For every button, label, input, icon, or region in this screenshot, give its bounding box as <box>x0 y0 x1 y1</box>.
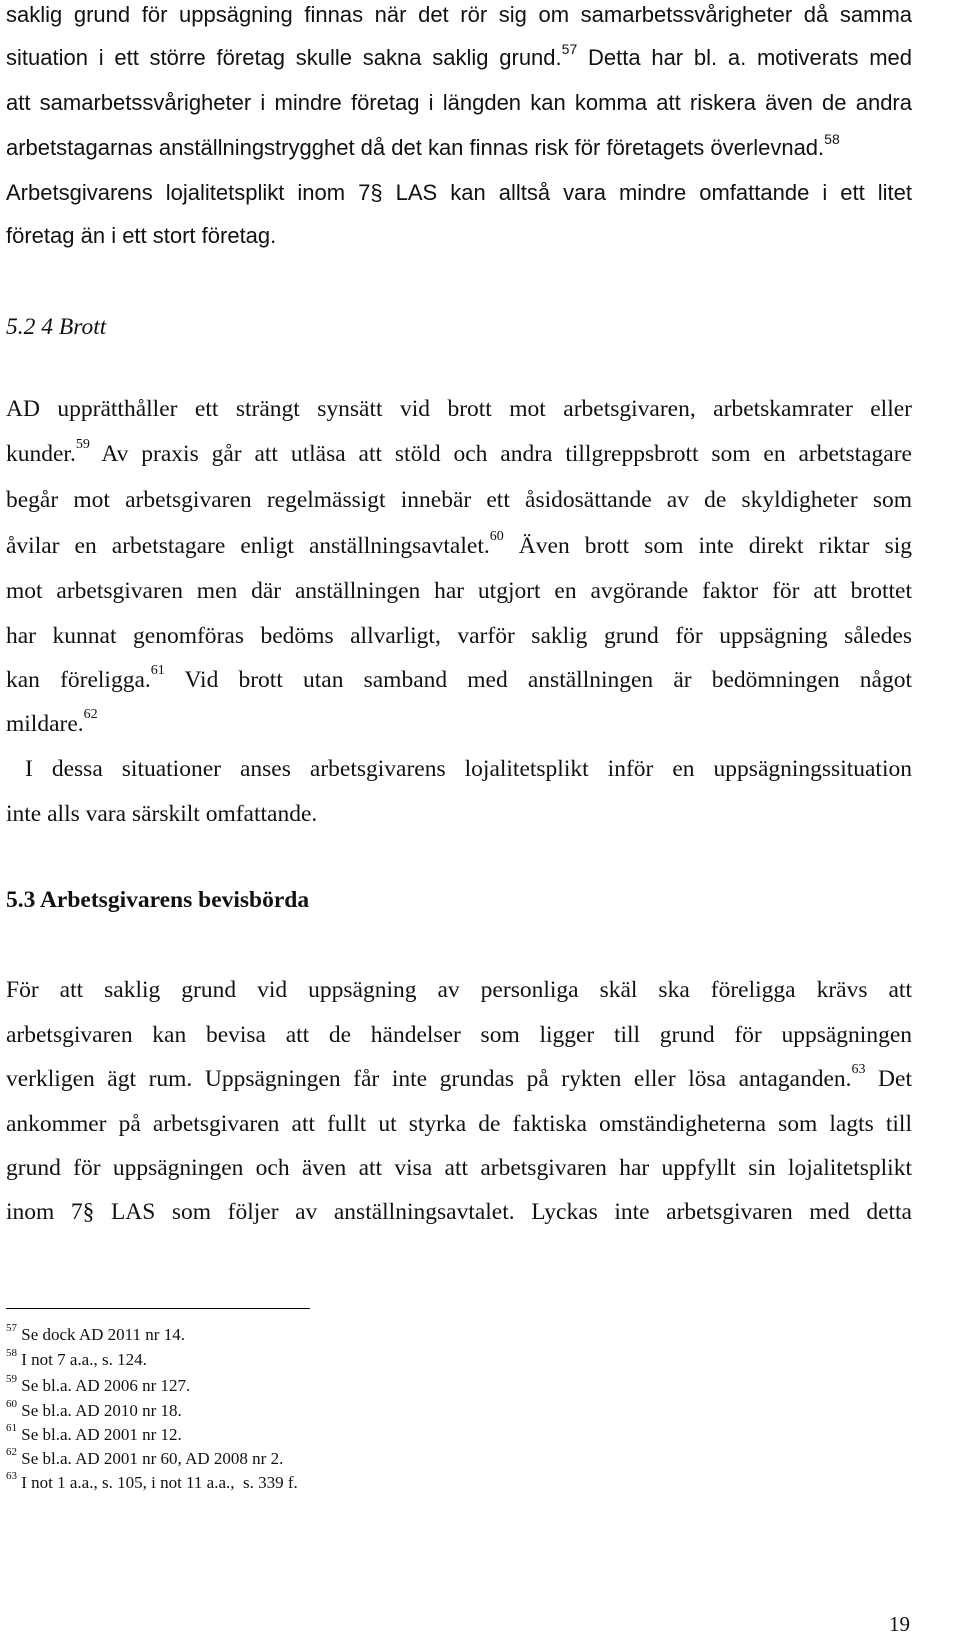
body-line: inte alls vara särskilt omfattande. <box>6 801 318 827</box>
section-heading: 5.2 4 Brott <box>6 314 107 340</box>
body-line: kunder.$^{59}$ Av praxis går att utläsa att stöld och andra tillgreppsbrott som en arbetstagare <box>6 437 912 467</box>
body-line: mot arbetsgivaren men där anställningen har utgjort en avgörande faktor för att brottet <box>6 578 912 604</box>
body-line: Arbetsgivarens lojalitetsplikt inom 7§ LAS kan alltså vara mindre omfattande i ett litet <box>6 180 912 205</box>
body-line: begår mot arbetsgivaren regelmässigt innebär ett åsidosättande av de skyldigheter som <box>6 487 912 513</box>
body-line: ankommer på arbetsgivaren att fullt ut styrka de faktiska omständigheterna som lagts till <box>6 1111 912 1137</box>
body-line: företag än i ett stort företag. <box>6 223 277 248</box>
footnote-ref: 61 <box>150 663 165 678</box>
footnote-ref: 62 <box>83 707 98 722</box>
body-line: I dessa situationer anses arbetsgivarens lojalitetsplikt inför en uppsägningssituation <box>6 756 912 782</box>
footnote-ref: 60 <box>489 529 504 544</box>
body-line: att samarbetssvårigheter i mindre företag i längden kan komma att riskera även de andra <box>6 90 912 115</box>
footnote: $^{57}$ Se dock AD 2011 nr 14. <box>6 1322 185 1344</box>
body-line: AD upprätthåller ett strängt synsätt vid brott mot arbetsgivaren, arbetskamrater eller <box>6 396 912 422</box>
body-line: arbetstagarnas anställningstrygghet då det kan finnas risk för företagets överlevnad.$^{58}$ <box>6 131 840 160</box>
body-line: åvilar en arbetstagare enligt anställningsavtalet.$^{60}$ Även brott som inte direkt riktar sig <box>6 529 912 559</box>
footnote: $^{59}$ Se bl.a. AD 2006 nr 127. <box>6 1373 191 1395</box>
footnote-divider <box>6 1308 310 1309</box>
footnote-ref: 57 <box>561 41 578 57</box>
body-line: inom 7§ LAS som följer av anställningsavtalet. Lyckas inte arbetsgivaren med detta <box>6 1199 912 1225</box>
footnote-ref: 58 <box>824 131 840 147</box>
body-line: mildare.$^{62}$ <box>6 707 98 737</box>
body-line: har kunnat genomföras bedöms allvarligt, varför saklig grund för uppsägning således <box>6 623 912 649</box>
body-line: saklig grund för uppsägning finnas när det rör sig om samarbetssvårigheter då samma <box>6 2 912 27</box>
footnote-ref: 63 <box>851 1062 866 1077</box>
footnote: $^{60}$ Se bl.a. AD 2010 nr 18. <box>6 1398 182 1420</box>
footnote: $^{61}$ Se bl.a. AD 2001 nr 12. <box>6 1422 182 1444</box>
body-line: kan föreligga.$^{61}$ Vid brott utan samband med anställningen är bedömningen något <box>6 663 912 693</box>
body-line: För att saklig grund vid uppsägning av personliga skäl ska föreligga krävs att <box>6 977 912 1003</box>
body-line: verkligen ägt rum. Uppsägningen får inte grundas på rykten eller lösa antaganden.$^{63}$ Det <box>6 1062 912 1092</box>
footnote: $^{63}$ I not 1 a.a., s. 105, i not 11 a.a., s. 339 f. <box>6 1470 298 1492</box>
footnote: $^{62}$ Se bl.a. AD 2001 nr 60, AD 2008 nr 2. <box>6 1446 284 1468</box>
page-number: 19 <box>889 1612 910 1636</box>
section-heading: 5.3 Arbetsgivarens bevisbörda <box>6 887 310 913</box>
footnote-ref: 59 <box>75 437 90 452</box>
body-line: grund för uppsägningen och även att visa att arbetsgivaren har uppfyllt sin lojalitetsplikt <box>6 1155 912 1181</box>
body-line: situation i ett större företag skulle sakna saklig grund.$^{57}$ Detta har bl. a. motiverats med <box>6 41 913 70</box>
body-line: arbetsgivaren kan bevisa att de händelser som ligger till grund för uppsägningen <box>6 1022 912 1048</box>
footnote: $^{58}$ I not 7 a.a., s. 124. <box>6 1347 147 1369</box>
